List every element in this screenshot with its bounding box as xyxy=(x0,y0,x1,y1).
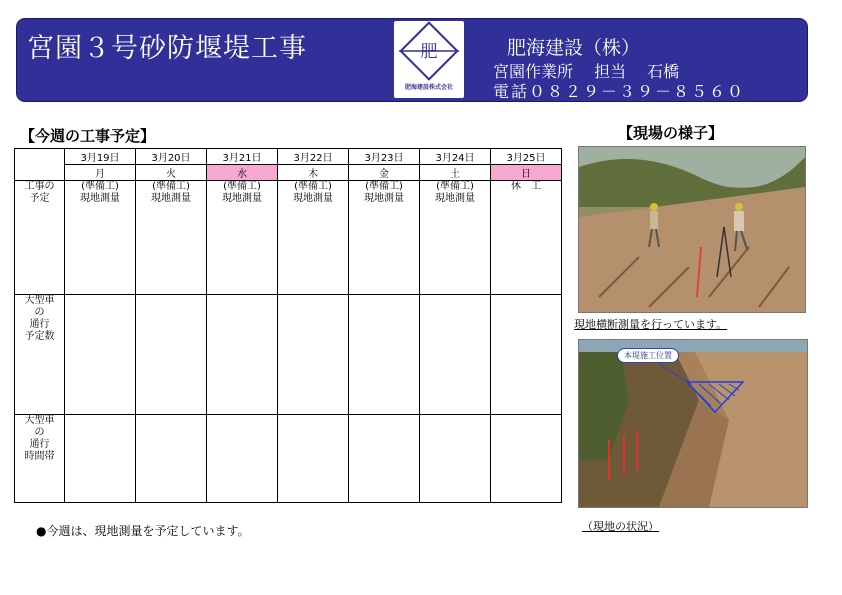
row-label-vehicle-count: 大型車 の 通行 予定数 xyxy=(15,295,65,415)
logo-mark: 肥 xyxy=(420,42,438,62)
date-cell: 3月24日 xyxy=(420,149,491,165)
vehicle-time-cell xyxy=(491,415,562,503)
work-cell: 休 工 xyxy=(491,181,562,295)
vehicle-time-cell xyxy=(420,415,491,503)
weekday-cell: 木 xyxy=(278,165,349,181)
weekday-cell: 金 xyxy=(349,165,420,181)
phone-number: 電話０８２９－３９－８５６０ xyxy=(493,82,746,101)
vehicle-count-cell xyxy=(420,295,491,415)
site-status-photo xyxy=(578,339,808,508)
company-logo xyxy=(394,21,464,98)
site-status-caption: （現地の状況） xyxy=(582,520,659,533)
site-heading: 【現場の様子】 xyxy=(618,124,724,142)
weekly-note: ●今週は、現地測量を予定しています。 xyxy=(36,524,250,538)
work-cell: (準備工) 現地測量 xyxy=(278,181,349,295)
vehicle-count-cell xyxy=(278,295,349,415)
vehicle-count-cell xyxy=(65,295,136,415)
vehicle-time-row xyxy=(15,415,562,503)
work-cell: (準備工) 現地測量 xyxy=(136,181,207,295)
weekday-cell: 水 xyxy=(207,165,278,181)
schedule-heading: 【今週の工事予定】 xyxy=(20,127,156,145)
vehicle-count-row xyxy=(15,295,562,415)
row-label-vehicle-time: 大型車 の 通行 時間帯 xyxy=(15,415,65,503)
survey-scene-image xyxy=(579,147,805,312)
vehicle-time-cell xyxy=(278,415,349,503)
schedule-table xyxy=(14,148,562,503)
vehicle-count-cell xyxy=(349,295,420,415)
vehicle-count-cell xyxy=(136,295,207,415)
date-cell: 3月19日 xyxy=(65,149,136,165)
work-cell: (準備工) 現地測量 xyxy=(207,181,278,295)
date-row xyxy=(15,149,562,165)
survey-photo-caption: 現地横断測量を行っています。 xyxy=(574,318,728,331)
date-cell: 3月22日 xyxy=(278,149,349,165)
weekday-cell: 月 xyxy=(65,165,136,181)
date-cell: 3月25日 xyxy=(491,149,562,165)
work-plan-row xyxy=(15,181,562,295)
work-cell: (準備工) 現地測量 xyxy=(65,181,136,295)
weekday-row xyxy=(15,165,562,181)
logo-caption: 肥海建設株式会社 xyxy=(404,84,453,91)
weekday-cell: 土 xyxy=(420,165,491,181)
vehicle-count-cell xyxy=(491,295,562,415)
corner-cell xyxy=(15,149,65,181)
dam-position-callout: 本堤施工位置 xyxy=(617,348,679,363)
date-cell: 3月20日 xyxy=(136,149,207,165)
work-cell: (準備工) 現地測量 xyxy=(420,181,491,295)
vehicle-count-cell xyxy=(207,295,278,415)
date-cell: 3月23日 xyxy=(349,149,420,165)
vehicle-time-cell xyxy=(207,415,278,503)
weekday-cell: 火 xyxy=(136,165,207,181)
work-cell: (準備工) 現地測量 xyxy=(349,181,420,295)
vehicle-time-cell xyxy=(65,415,136,503)
weekday-cell: 日 xyxy=(491,165,562,181)
company-name: 肥海建設（株） xyxy=(507,37,641,59)
office-contact: 宮園作業所 担当 石橋 xyxy=(493,62,680,81)
row-label-work: 工事の 予定 xyxy=(15,181,65,295)
project-title: 宮園３号砂防堰堤工事 xyxy=(27,33,307,64)
header-banner xyxy=(16,18,808,102)
vehicle-time-cell xyxy=(349,415,420,503)
vehicle-time-cell xyxy=(136,415,207,503)
date-cell: 3月21日 xyxy=(207,149,278,165)
survey-photo xyxy=(578,146,806,313)
site-status-image xyxy=(579,340,807,507)
